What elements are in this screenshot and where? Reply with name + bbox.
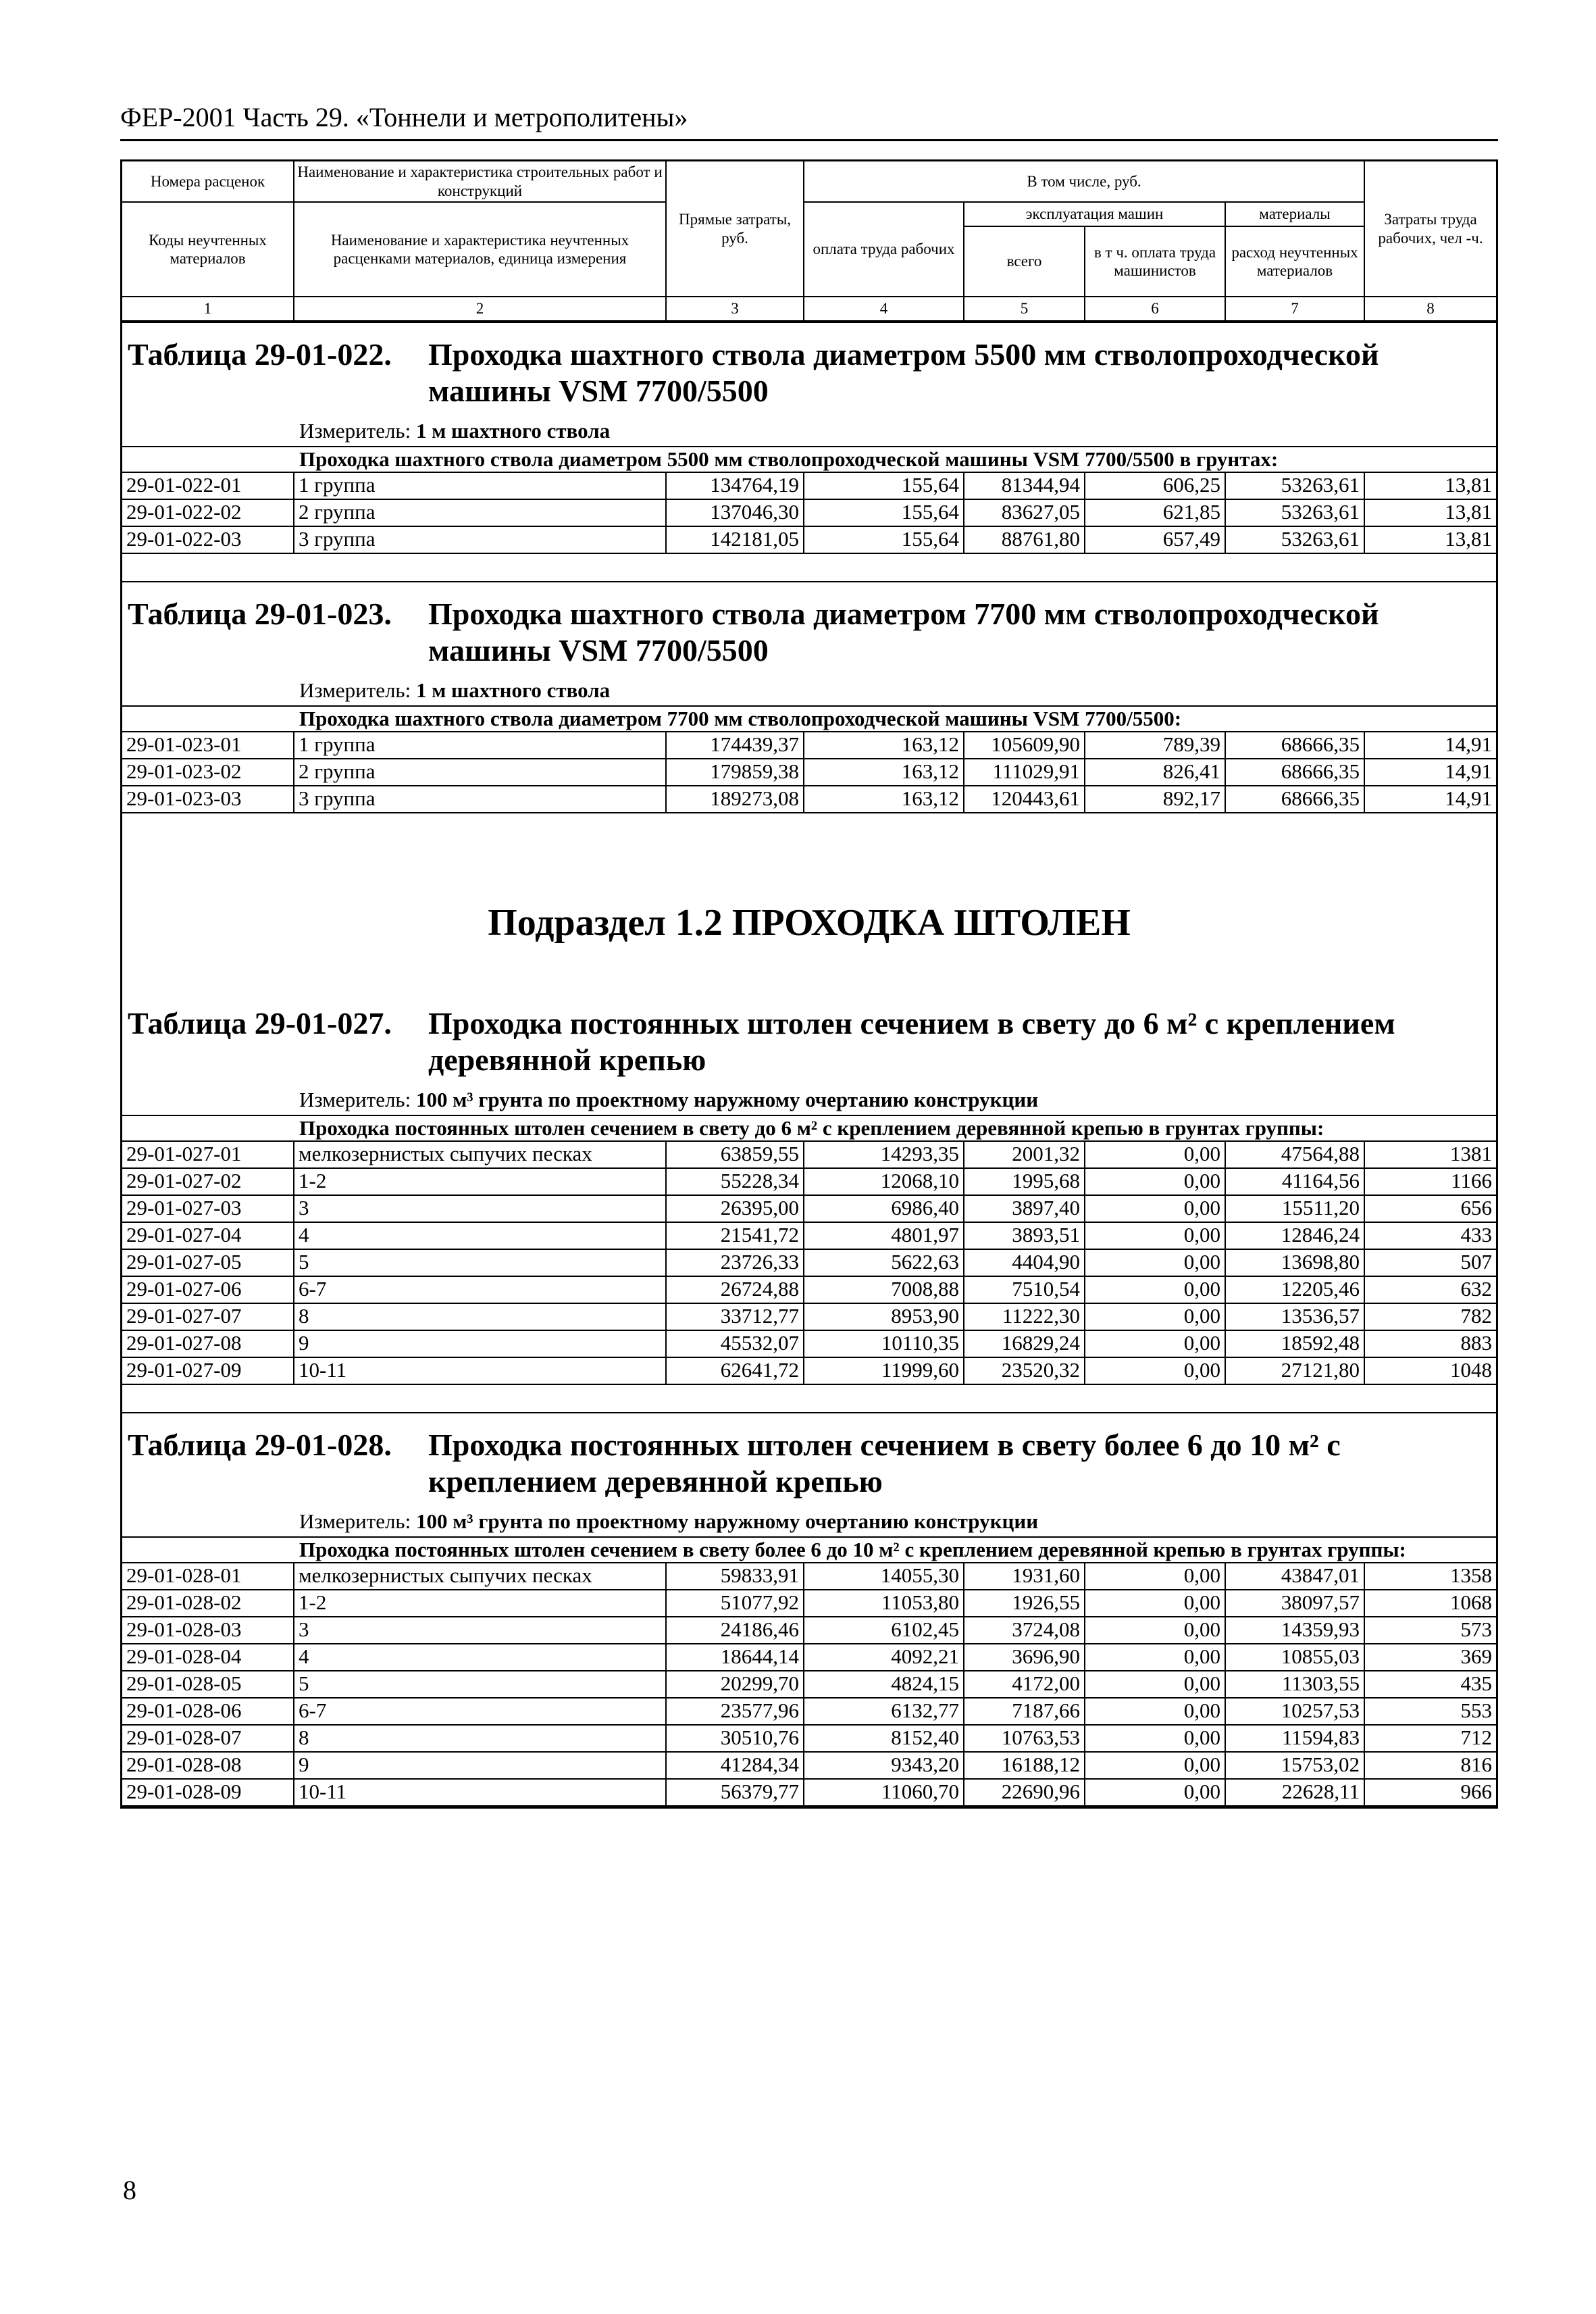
table-cell: 1-2 [294, 1590, 666, 1617]
table-cell: 9 [294, 1330, 666, 1357]
table-cell: 83627,05 [964, 499, 1085, 526]
table-cell: 142181,05 [666, 526, 804, 553]
table-cell: 62641,72 [666, 1357, 804, 1384]
table-cell: 7008,88 [804, 1276, 964, 1303]
table-cell: 38097,57 [1225, 1590, 1364, 1617]
table-cell: 16188,12 [964, 1752, 1085, 1779]
table-cell: 5 [294, 1671, 666, 1698]
table-cell: 15511,20 [1225, 1195, 1364, 1222]
table-cell: 189273,08 [666, 786, 804, 813]
header-c8: Затраты труда рабочих, чел -ч. [1364, 161, 1496, 297]
table-cell: 10257,53 [1225, 1698, 1364, 1725]
table-description: Проходка постоянных штолен сечением в свету до 6 м² с креплением деревянной крепью в грунтах группы: [122, 1115, 1496, 1140]
table-cell: 55228,34 [666, 1168, 804, 1195]
table-cell: 0,00 [1085, 1725, 1225, 1752]
table-cell: 16829,24 [964, 1330, 1085, 1357]
table-cell: 14293,35 [804, 1141, 964, 1168]
table-cell: 56379,77 [666, 1779, 804, 1806]
measurement-prefix: Измеритель: [299, 1509, 416, 1534]
table-cell: 0,00 [1085, 1617, 1225, 1644]
table-description: Проходка постоянных штолен сечением в свету более 6 до 10 м² с креплением деревянной крепью в грунтах группы: [122, 1536, 1496, 1562]
table-cell: 179859,38 [666, 759, 804, 786]
table-cell: 782 [1364, 1303, 1496, 1330]
measurement-unit [122, 409, 1496, 446]
table-label: Таблица 29-01-028. [128, 1428, 392, 1463]
table-block [122, 1412, 1496, 1807]
column-number: 8 [1364, 297, 1496, 321]
table-cell: 14,91 [1364, 732, 1496, 759]
table-cell: 29-01-027-05 [122, 1249, 294, 1276]
table-cell: 22690,96 [964, 1779, 1085, 1806]
table-cell: 6-7 [294, 1276, 666, 1303]
table-cell: 0,00 [1085, 1563, 1225, 1590]
table-cell: 656 [1364, 1195, 1496, 1222]
header-c2-bottom: Наименование и характеристика неучтенных расценками материалов, единица измерения [294, 202, 666, 297]
table-cell: 26724,88 [666, 1276, 804, 1303]
table-cell: 12205,46 [1225, 1276, 1364, 1303]
table-cell: 29-01-023-02 [122, 759, 294, 786]
measurement-unit [122, 1078, 1496, 1115]
table-cell: 11053,80 [804, 1590, 964, 1617]
table-cell: 826,41 [1085, 759, 1225, 786]
table-cell: 657,49 [1085, 526, 1225, 553]
table-row [122, 1276, 1496, 1303]
table-cell: мелкозернистых сыпучих песках [294, 1141, 666, 1168]
table-cell: 6132,77 [804, 1698, 964, 1725]
table-cell: 41164,56 [1225, 1168, 1364, 1195]
table-cell: 0,00 [1085, 1303, 1225, 1330]
table-cell: 6-7 [294, 1698, 666, 1725]
table-cell: 883 [1364, 1330, 1496, 1357]
table-cell: 0,00 [1085, 1590, 1225, 1617]
table-cell: 1 группа [294, 472, 666, 499]
table-row [122, 1141, 1496, 1168]
rates-table [122, 1562, 1496, 1807]
table-cell: 22628,11 [1225, 1779, 1364, 1806]
table-description: Проходка шахтного ствола диаметром 5500 мм стволопроходческой машины VSM 7700/5500 в грунтах: [122, 446, 1496, 472]
table-cell: 3 [294, 1195, 666, 1222]
table-cell: 27121,80 [1225, 1357, 1364, 1384]
table-cell: 1995,68 [964, 1168, 1085, 1195]
table-cell: 9 [294, 1752, 666, 1779]
table-cell: 29-01-027-02 [122, 1168, 294, 1195]
measurement-value: 100 м³ грунта по проектному наружному очертанию конструкции [415, 1509, 1039, 1534]
table-title-line2: машины VSM 7700/5500 [428, 374, 769, 409]
table-cell: 11222,30 [964, 1303, 1085, 1330]
table-cell: 174439,37 [666, 732, 804, 759]
table-row [122, 1725, 1496, 1752]
table-cell: 632 [1364, 1276, 1496, 1303]
table-row [122, 526, 1496, 553]
table-row [122, 1357, 1496, 1384]
column-number: 6 [1085, 297, 1225, 321]
table-cell: 1931,60 [964, 1563, 1085, 1590]
table-cell: 51077,92 [666, 1590, 804, 1617]
table-cell: 4 [294, 1222, 666, 1249]
table-row [122, 1752, 1496, 1779]
table-cell: 20299,70 [666, 1671, 804, 1698]
table-row [122, 1168, 1496, 1195]
header-machines: эксплуатация машин [964, 202, 1225, 226]
column-number: 1 [122, 297, 294, 321]
rates-table [122, 731, 1496, 813]
table-cell: 163,12 [804, 786, 964, 813]
table-cell: 4404,90 [964, 1249, 1085, 1276]
header-c5: всего [964, 226, 1085, 297]
table-cell: 29-01-028-02 [122, 1590, 294, 1617]
table-cell: 8953,90 [804, 1303, 964, 1330]
table-row [122, 499, 1496, 526]
table-cell: 11303,55 [1225, 1671, 1364, 1698]
table-cell: 29-01-028-05 [122, 1671, 294, 1698]
table-row [122, 1644, 1496, 1671]
table-cell: 435 [1364, 1671, 1496, 1698]
table-cell: 41284,34 [666, 1752, 804, 1779]
table-cell: 105609,90 [964, 732, 1085, 759]
table-row [122, 1249, 1496, 1276]
table-cell: 11060,70 [804, 1779, 964, 1806]
table-cell: 3893,51 [964, 1222, 1085, 1249]
table-cell: 0,00 [1085, 1222, 1225, 1249]
table-cell: 13,81 [1364, 472, 1496, 499]
table-cell: 29-01-027-08 [122, 1330, 294, 1357]
column-number-row [122, 297, 1496, 321]
table-cell: 18592,48 [1225, 1330, 1364, 1357]
table-cell: 816 [1364, 1752, 1496, 1779]
table-cell: 13,81 [1364, 526, 1496, 553]
table-cell: 0,00 [1085, 1330, 1225, 1357]
table-cell: 68666,35 [1225, 732, 1364, 759]
table-cell: 0,00 [1085, 1752, 1225, 1779]
table-cell: 88761,80 [964, 526, 1085, 553]
table-cell: 29-01-028-07 [122, 1725, 294, 1752]
table-cell: 8 [294, 1303, 666, 1330]
table-cell: 68666,35 [1225, 759, 1364, 786]
table-cell: 29-01-027-06 [122, 1276, 294, 1303]
table-cell: 12846,24 [1225, 1222, 1364, 1249]
table-title-line1: Проходка шахтного ствола диаметром 5500 мм стволопроходческой [428, 337, 1379, 372]
table-cell: 1-2 [294, 1168, 666, 1195]
table-cell: 111029,91 [964, 759, 1085, 786]
table-cell: 4 [294, 1644, 666, 1671]
page-number: 8 [123, 2175, 136, 2205]
table-cell: 606,25 [1085, 472, 1225, 499]
table-cell: 4092,21 [804, 1644, 964, 1671]
table-row [122, 472, 1496, 499]
table-cell: 5622,63 [804, 1249, 964, 1276]
table-cell: 43847,01 [1225, 1563, 1364, 1590]
table-row [122, 1563, 1496, 1590]
measurement-value: 100 м³ грунта по проектному наружному очертанию конструкции [415, 1088, 1039, 1112]
table-cell: 789,39 [1085, 732, 1225, 759]
table-cell: 23577,96 [666, 1698, 804, 1725]
table-cell: 8 [294, 1725, 666, 1752]
table-cell: 369 [1364, 1644, 1496, 1671]
table-title-line1: Проходка шахтного ствола диаметром 7700 мм стволопроходческой [428, 597, 1379, 632]
table-row [122, 1222, 1496, 1249]
table-cell: 0,00 [1085, 1357, 1225, 1384]
table-cell: 29-01-023-01 [122, 732, 294, 759]
table-cell: 1926,55 [964, 1590, 1085, 1617]
table-cell: 0,00 [1085, 1779, 1225, 1806]
table-label: Таблица 29-01-022. [128, 337, 392, 372]
table-cell: 29-01-028-04 [122, 1644, 294, 1671]
table-cell: 29-01-028-01 [122, 1563, 294, 1590]
table-cell: 3 группа [294, 786, 666, 813]
table-cell: 573 [1364, 1617, 1496, 1644]
header-incl: В том числе, руб. [804, 161, 1364, 202]
table-cell: 11594,83 [1225, 1725, 1364, 1752]
measurement-prefix: Измеритель: [299, 419, 416, 443]
table-cell: 0,00 [1085, 1671, 1225, 1698]
table-cell: 10-11 [294, 1779, 666, 1806]
table-cell: 29-01-028-09 [122, 1779, 294, 1806]
table-cell: 3696,90 [964, 1644, 1085, 1671]
table-cell: 1358 [1364, 1563, 1496, 1590]
table-label: Таблица 29-01-023. [128, 597, 392, 632]
measurement-unit [122, 1500, 1496, 1536]
table-cell: 23726,33 [666, 1249, 804, 1276]
table-cell: 68666,35 [1225, 786, 1364, 813]
table-label: Таблица 29-01-027. [128, 1006, 392, 1041]
table-cell: 13536,57 [1225, 1303, 1364, 1330]
column-number: 4 [804, 297, 964, 321]
table-cell: 14,91 [1364, 786, 1496, 813]
table-block [122, 992, 1496, 1385]
header-c6: в т ч. оплата труда машинистов [1085, 226, 1225, 297]
table-title [122, 323, 1496, 409]
table-cell: 14,91 [1364, 759, 1496, 786]
table-cell: 0,00 [1085, 1644, 1225, 1671]
measurement-unit [122, 669, 1496, 705]
table-cell: 3 [294, 1617, 666, 1644]
table-row [122, 759, 1496, 786]
table-cell: 53263,61 [1225, 499, 1364, 526]
table-cell: 81344,94 [964, 472, 1085, 499]
table-cell: 10110,35 [804, 1330, 964, 1357]
tables-container [122, 322, 1496, 1807]
header-c2-top: Наименование и характеристика строительных работ и конструкций [294, 161, 666, 202]
table-cell: 30510,76 [666, 1725, 804, 1752]
table-cell: 1166 [1364, 1168, 1496, 1195]
table-cell: 23520,32 [964, 1357, 1085, 1384]
table-cell: 10855,03 [1225, 1644, 1364, 1671]
table-cell: 63859,55 [666, 1141, 804, 1168]
table-cell: 1381 [1364, 1141, 1496, 1168]
table-title-line2: деревянной крепью [428, 1042, 706, 1078]
table-cell: мелкозернистых сыпучих песках [294, 1563, 666, 1590]
table-cell: 29-01-022-02 [122, 499, 294, 526]
table-cell: 7510,54 [964, 1276, 1085, 1303]
table-cell: 0,00 [1085, 1195, 1225, 1222]
table-cell: 13698,80 [1225, 1249, 1364, 1276]
table-cell: 2 группа [294, 759, 666, 786]
table-row [122, 1195, 1496, 1222]
table-cell: 29-01-027-09 [122, 1357, 294, 1384]
price-table-document [120, 159, 1498, 1809]
table-cell: 29-01-028-06 [122, 1698, 294, 1725]
header-rule [120, 139, 1498, 141]
table-cell: 5 [294, 1249, 666, 1276]
table-cell: 3897,40 [964, 1195, 1085, 1222]
table-cell: 553 [1364, 1698, 1496, 1725]
rates-table [122, 1140, 1496, 1385]
table-cell: 621,85 [1085, 499, 1225, 526]
table-cell: 155,64 [804, 526, 964, 553]
table-cell: 0,00 [1085, 1276, 1225, 1303]
table-cell: 155,64 [804, 472, 964, 499]
subsection-title: Подраздел 1.2 ПРОХОДКА ШТОЛЕН [488, 902, 1131, 945]
table-block [122, 322, 1496, 554]
table-cell: 29-01-022-03 [122, 526, 294, 553]
table-title-line1: Проходка постоянных штолен сечением в свету более 6 до 10 м² с [428, 1428, 1341, 1463]
table-cell: 0,00 [1085, 1168, 1225, 1195]
table-cell: 47564,88 [1225, 1141, 1364, 1168]
table-cell: 433 [1364, 1222, 1496, 1249]
header-materials: материалы [1225, 202, 1364, 226]
table-cell: 2 группа [294, 499, 666, 526]
table-block [122, 581, 1496, 813]
table-cell: 7187,66 [964, 1698, 1085, 1725]
table-cell: 1068 [1364, 1590, 1496, 1617]
running-header: ФЕР-2001 Часть 29. «Тоннели и метрополитены» [120, 102, 688, 132]
table-cell: 11999,60 [804, 1357, 964, 1384]
table-title [122, 1413, 1496, 1500]
table-cell: 8152,40 [804, 1725, 964, 1752]
table-row [122, 1303, 1496, 1330]
table-cell: 53263,61 [1225, 526, 1364, 553]
measurement-value: 1 м шахтного ствола [415, 678, 611, 703]
table-cell: 26395,00 [666, 1195, 804, 1222]
table-title [122, 992, 1496, 1078]
table-cell: 29-01-027-03 [122, 1195, 294, 1222]
table-cell: 21541,72 [666, 1222, 804, 1249]
table-cell: 29-01-022-01 [122, 472, 294, 499]
table-cell: 507 [1364, 1249, 1496, 1276]
table-cell: 9343,20 [804, 1752, 964, 1779]
table-cell: 1048 [1364, 1357, 1496, 1384]
table-row [122, 1617, 1496, 1644]
column-number: 2 [294, 297, 666, 321]
table-cell: 13,81 [1364, 499, 1496, 526]
table-row [122, 1779, 1496, 1806]
table-cell: 163,12 [804, 732, 964, 759]
table-description: Проходка шахтного ствола диаметром 7700 мм стволопроходческой машины VSM 7700/5500: [122, 705, 1496, 731]
table-cell: 6986,40 [804, 1195, 964, 1222]
table-cell: 4824,15 [804, 1671, 964, 1698]
table-cell: 10763,53 [964, 1725, 1085, 1752]
table-cell: 0,00 [1085, 1141, 1225, 1168]
table-title-line1: Проходка постоянных штолен сечением в свету до 6 м² с креплением [428, 1006, 1395, 1041]
column-number: 7 [1225, 297, 1364, 321]
table-row [122, 732, 1496, 759]
table-cell: 966 [1364, 1779, 1496, 1806]
table-cell: 15753,02 [1225, 1752, 1364, 1779]
table-row [122, 786, 1496, 813]
table-cell: 33712,77 [666, 1303, 804, 1330]
table-cell: 4801,97 [804, 1222, 964, 1249]
header-c4: оплата труда рабочих [804, 202, 964, 297]
spacer [122, 554, 1496, 581]
table-cell: 120443,61 [964, 786, 1085, 813]
table-row [122, 1330, 1496, 1357]
measurement-value: 1 м шахтного ствола [415, 419, 611, 443]
table-cell: 137046,30 [666, 499, 804, 526]
table-cell: 155,64 [804, 499, 964, 526]
table-title-line2: машины VSM 7700/5500 [428, 633, 769, 668]
table-cell: 24186,46 [666, 1617, 804, 1644]
table-cell: 892,17 [1085, 786, 1225, 813]
table-cell: 14359,93 [1225, 1617, 1364, 1644]
table-cell: 712 [1364, 1725, 1496, 1752]
table-cell: 29-01-028-08 [122, 1752, 294, 1779]
table-cell: 134764,19 [666, 472, 804, 499]
table-cell: 3724,08 [964, 1617, 1085, 1644]
table-cell: 12068,10 [804, 1168, 964, 1195]
rates-table [122, 472, 1496, 554]
header-c3: Прямые затраты, руб. [666, 161, 804, 297]
table-cell: 4172,00 [964, 1671, 1085, 1698]
table-cell: 29-01-027-07 [122, 1303, 294, 1330]
table-cell: 0,00 [1085, 1698, 1225, 1725]
table-row [122, 1671, 1496, 1698]
measurement-prefix: Измеритель: [299, 1088, 416, 1112]
table-cell: 2001,32 [964, 1141, 1085, 1168]
table-cell: 163,12 [804, 759, 964, 786]
column-number: 3 [666, 297, 804, 321]
table-row [122, 1698, 1496, 1725]
table-cell: 45532,07 [666, 1330, 804, 1357]
table-row [122, 1590, 1496, 1617]
table-cell: 29-01-023-03 [122, 786, 294, 813]
table-cell: 18644,14 [666, 1644, 804, 1671]
header-c7: расход неучтенных материалов [1225, 226, 1364, 297]
table-cell: 59833,91 [666, 1563, 804, 1590]
table-cell: 29-01-028-03 [122, 1617, 294, 1644]
spacer [122, 1385, 1496, 1412]
table-title [122, 582, 1496, 669]
table-cell: 53263,61 [1225, 472, 1364, 499]
column-number: 5 [964, 297, 1085, 321]
table-cell: 6102,45 [804, 1617, 964, 1644]
table-title-line2: креплением деревянной крепью [428, 1464, 883, 1499]
header-c1-bottom: Коды неучтенных материалов [122, 202, 294, 297]
table-cell: 29-01-027-04 [122, 1222, 294, 1249]
header-c1-top: Номера расценок [122, 161, 294, 202]
table-cell: 14055,30 [804, 1563, 964, 1590]
column-header [122, 161, 1496, 322]
table-cell: 3 группа [294, 526, 666, 553]
table-cell: 0,00 [1085, 1249, 1225, 1276]
table-cell: 1 группа [294, 732, 666, 759]
table-cell: 10-11 [294, 1357, 666, 1384]
measurement-prefix: Измеритель: [299, 678, 416, 703]
table-cell: 29-01-027-01 [122, 1141, 294, 1168]
